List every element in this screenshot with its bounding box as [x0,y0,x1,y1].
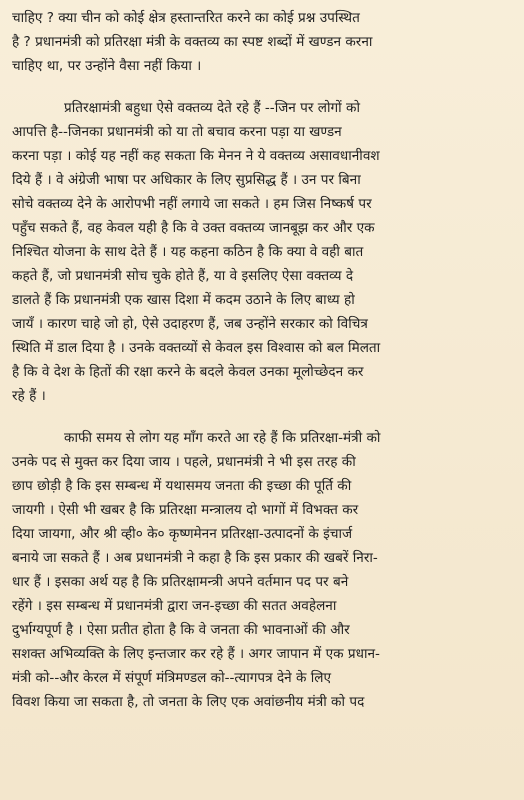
text-line: रहेंगे । इस सम्बन्ध में प्रधानमंत्री द्वारा जन-इच्छा की सतत अवहेलना [12,598,337,614]
paragraph-3 [12,426,514,714]
text-line: सशक्त अभिव्यक्ति के लिए इन्तजार कर रहे हैं । अगर जापान में एक प्रधान- [12,646,380,662]
text-line: डालते हैं कि प्रधानमंत्री एक खास दिशा में कदम उठाने के लिए बाध्य हो [12,292,355,308]
text-line: विवश किया जा सकता है, तो जनता के लिए एक अवांछनीय मंत्री को पद [12,694,365,710]
text-line: दिया जायगा, और श्री व्ही० के० कृष्णमेनन प्रतिरक्षा-उत्पादनों के इंचार्ज [12,526,353,542]
text-line: दिये हैं । वे अंग्रेजी भाषा पर अधिकार के लिए सुप्रसिद्ध हैं । उन पर बिना [12,172,361,188]
text-line: उनके पद से मुक्त कर दिया जाय । पहले, प्रधानमंत्री ने भी इस तरह की [12,454,356,470]
text-line: स्थिति में डाल दिया है । उनके वक्तव्यों से केवल इस विश्वास को बल मिलता [12,340,381,356]
text-line: काफी समय से लोग यह माँग करते आ रहे हैं कि प्रतिरक्षा-मंत्री को [64,430,381,446]
text-line: करना पड़ा । कोई यह नहीं कह सकता कि मेनन ने ये वक्तव्य असावधानीवश [12,148,380,164]
text-line: छाप छोड़ी है कि इस सम्बन्ध में यथासमय जनता की इच्छा की पूर्ति की [12,478,352,494]
text-line: निश्चित योजना के साथ देते हैं । यह कहना कठिन है कि क्या वे वही बात [12,244,364,260]
text-line: सोचे वक्तव्य देने के आरोपभी नहीं लगाये जा सकते । हम जिस निष्कर्ष पर [12,196,372,212]
text-line: बनाये जा सकते हैं । अब प्रधानमंत्री ने कहा है कि इस प्रकार की खबरें निरा- [12,550,378,566]
text-line: चाहिए था, पर उन्होंने वैसा नहीं किया । [12,58,202,74]
text-line: है कि वे देश के हितों की रक्षा करने के बदले केवल उनका मूलोच्छेदन कर [12,364,364,380]
text-line: दुर्भाग्यपूर्ण है । ऐसा प्रतीत होता है कि वे जनता की भावनाओं की और [12,622,350,638]
text-line: है ? प्रधानमंत्री को प्रतिरक्षा मंत्री के वक्तव्य का स्पष्ट शब्दों में खण्डन करना [12,34,373,50]
text-line: प्रतिरक्षामंत्री बहुधा ऐसे वक्तव्य देते रहे हैं --जिन पर लोगों को [64,100,360,116]
text-line: चाहिए ? क्या चीन को कोई क्षेत्र हस्तान्तरित करने का कोई प्रश्न उपस्थित [12,10,360,26]
text-line: कहते हैं, जो प्रधानमंत्री सोच चुके होते हैं, या वे इसलिए ऐसा वक्तव्य दे [12,268,354,284]
text-line: रहे हैं । [12,388,46,404]
text-line: धार हैं । इसका अर्थ यह है कि प्रतिरक्षामन्त्री अपने वर्तमान पद पर बने [12,574,349,590]
text-line: मंत्री को--और केरल में संपूर्ण मंत्रिमण्डल को--त्यागपत्र देने के लिए [12,670,332,686]
text-line: आपत्ति है--जिनका प्रधानमंत्री को या तो बचाव करना पड़ा या खण्डन [12,124,342,140]
paragraph-1 [12,6,514,78]
text-line: पहुँच सकते हैं, वह केवल यही है कि वे उक्त वक्तव्य जानबूझ कर और एक [12,220,375,236]
paragraph-2 [12,96,514,408]
text-line: जायँ । कारण चाहे जो हो, ऐसे उदाहरण हैं, जब उन्होंने सरकार को विचित्र [12,316,368,332]
text-line: जायगी । ऐसी भी खबर है कि प्रतिरक्षा मन्त्रालय दो भागों में विभक्त कर [12,502,359,518]
